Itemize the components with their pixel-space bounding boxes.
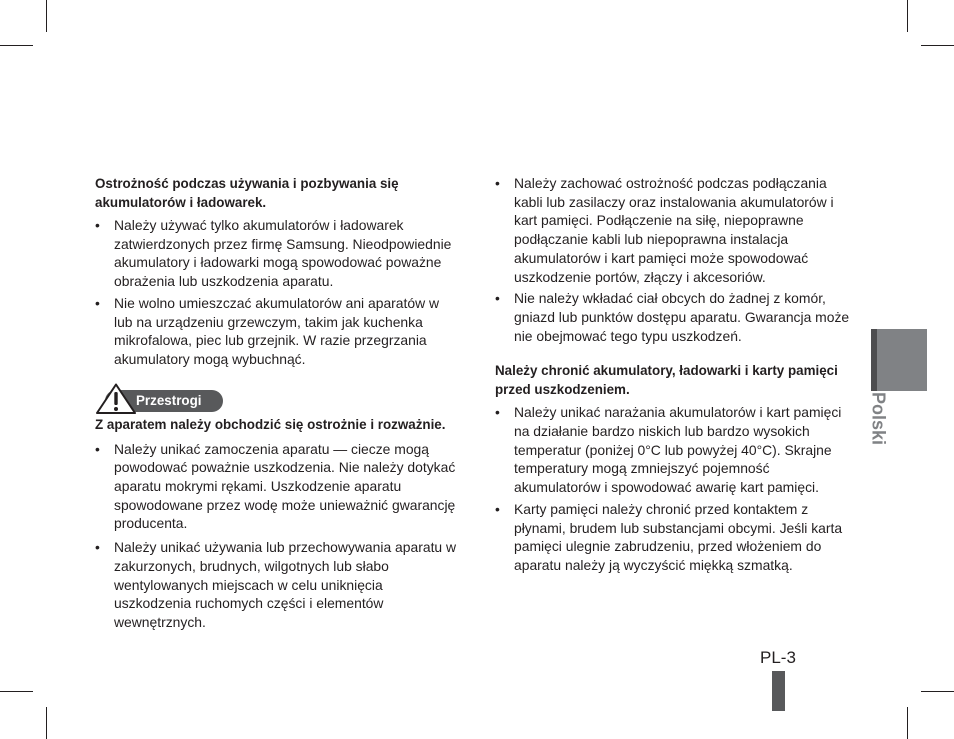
list-item-text: Nie wolno umieszczać akumulatorów ani aparatów w lub na urządzeniu grzewczym, takim jak kuchenka mikrofalowa, piec lub grzejnik. W razie przegrzania akumulatory mogą wybuchnąć. [114, 294, 440, 367]
bullet-dot: • [495, 500, 500, 517]
page-number-bar [772, 671, 785, 711]
language-tab-stripe [871, 329, 877, 391]
camera-handling-list [95, 440, 457, 632]
caution-label: Przestrogi [136, 392, 202, 408]
list-item-text: Nie należy wkładać ciał obcych do żadnej z komór, gniazd lub punktów dostępu aparatu. Gwarancja może nie obejmować tego typu uszkodzeń. [514, 290, 850, 344]
bullet-dot: • [95, 440, 100, 457]
crop-mark-top-right-horizontal [921, 45, 954, 46]
camera-handling-heading: Z aparatem należy obchodzić się ostrożnie i rozważnie. [95, 416, 446, 432]
list-item [495, 289, 857, 345]
connection-care-list [495, 174, 857, 345]
list-item [95, 538, 457, 632]
bullet-dot: • [95, 217, 100, 233]
crop-mark-bottom-right-vertical [907, 707, 908, 739]
protect-batteries-list [495, 403, 857, 574]
language-tab-label: Polski [868, 391, 889, 446]
right-column [495, 174, 857, 575]
list-item-text: Karty pamięci należy chronić przed kontaktem z płynami, brudem lub substancjami obcymi. Jeśli karta pamięci ulegnie zabrudzeniu, przed włożeniem do aparatu należy ją wyczyścić miękką szmatką. [514, 500, 843, 573]
list-item [95, 216, 457, 291]
left-column [95, 174, 457, 632]
list-item [495, 174, 857, 286]
page-number: PL-3 [760, 648, 796, 667]
list-item-text: Należy unikać zamoczenia aparatu — ciecze mogą powodować poważnie uszkodzenia. Nie należy dotykać aparatu mokrymi rękami. Uszkodzenie aparatu spowodowane przez wodę może unieważnić gwarancję producenta. [114, 440, 456, 532]
crop-mark-bottom-right-horizontal [921, 691, 954, 692]
crop-mark-top-left-horizontal [0, 45, 33, 46]
list-item-text: Należy zachować ostrożność podczas podłączania kabli lub zasilaczy oraz instalowania akumulatorów i kart pamięci. Podłączenie na siłę, niepoprawne podłączanie kabli lub niepoprawna instalacja akumulatorów i kart pamięci może spowodować uszkodzenie portów, złączy i akcesoriów. [514, 175, 834, 285]
crop-mark-bottom-left-horizontal [0, 691, 33, 692]
warning-triangle-icon [95, 383, 137, 415]
list-item-text: Należy unikać narażania akumulatorów i kart pamięci na działanie bardzo niskich lub bardzo wysokich temperatur (poniżej 0°C lub powyżej 40°C). Skrajne temperatury mogą zmniejszyć pojemność akumulatorów i spowodować awarię kart pamięci. [514, 404, 842, 496]
list-item [95, 294, 457, 369]
list-item-text: Należy unikać używania lub przechowywania aparatu w zakurzonych, brudnych, wilgotnych lub słabo wentylowanych miejscach w celu uniknięcia uszkodzenia ruchomych części i elementów wewnętrznych. [114, 539, 457, 630]
list-item [495, 403, 857, 497]
bullet-dot: • [495, 404, 500, 421]
bullet-dot: • [95, 294, 100, 311]
list-item-text: Należy używać tylko akumulatorów i ładowarek zatwierdzonych przez firmę Samsung. Nieodpowiednie akumulatory i ładowarki mogą spowodować poważne obrażenia lub uszkodzenia aparatu. [114, 217, 452, 290]
protect-batteries-heading: Należy chronić akumulatory, ładowarki i karty pamięci przed uszkodzeniem. [495, 363, 838, 398]
list-item [495, 500, 857, 575]
crop-mark-top-left-vertical [46, 0, 47, 32]
bullet-dot: • [495, 290, 500, 307]
list-item [95, 440, 457, 534]
crop-mark-top-right-vertical [907, 0, 908, 32]
caution-badge [95, 383, 457, 413]
crop-mark-bottom-left-vertical [46, 707, 47, 739]
language-tab-block [871, 329, 927, 391]
battery-safety-list [95, 216, 457, 369]
bullet-dot: • [495, 175, 500, 191]
battery-safety-heading: Ostrożność podczas używania i pozbywania się akumulatorów i ładowarek. [95, 176, 399, 210]
bullet-dot: • [95, 539, 100, 556]
